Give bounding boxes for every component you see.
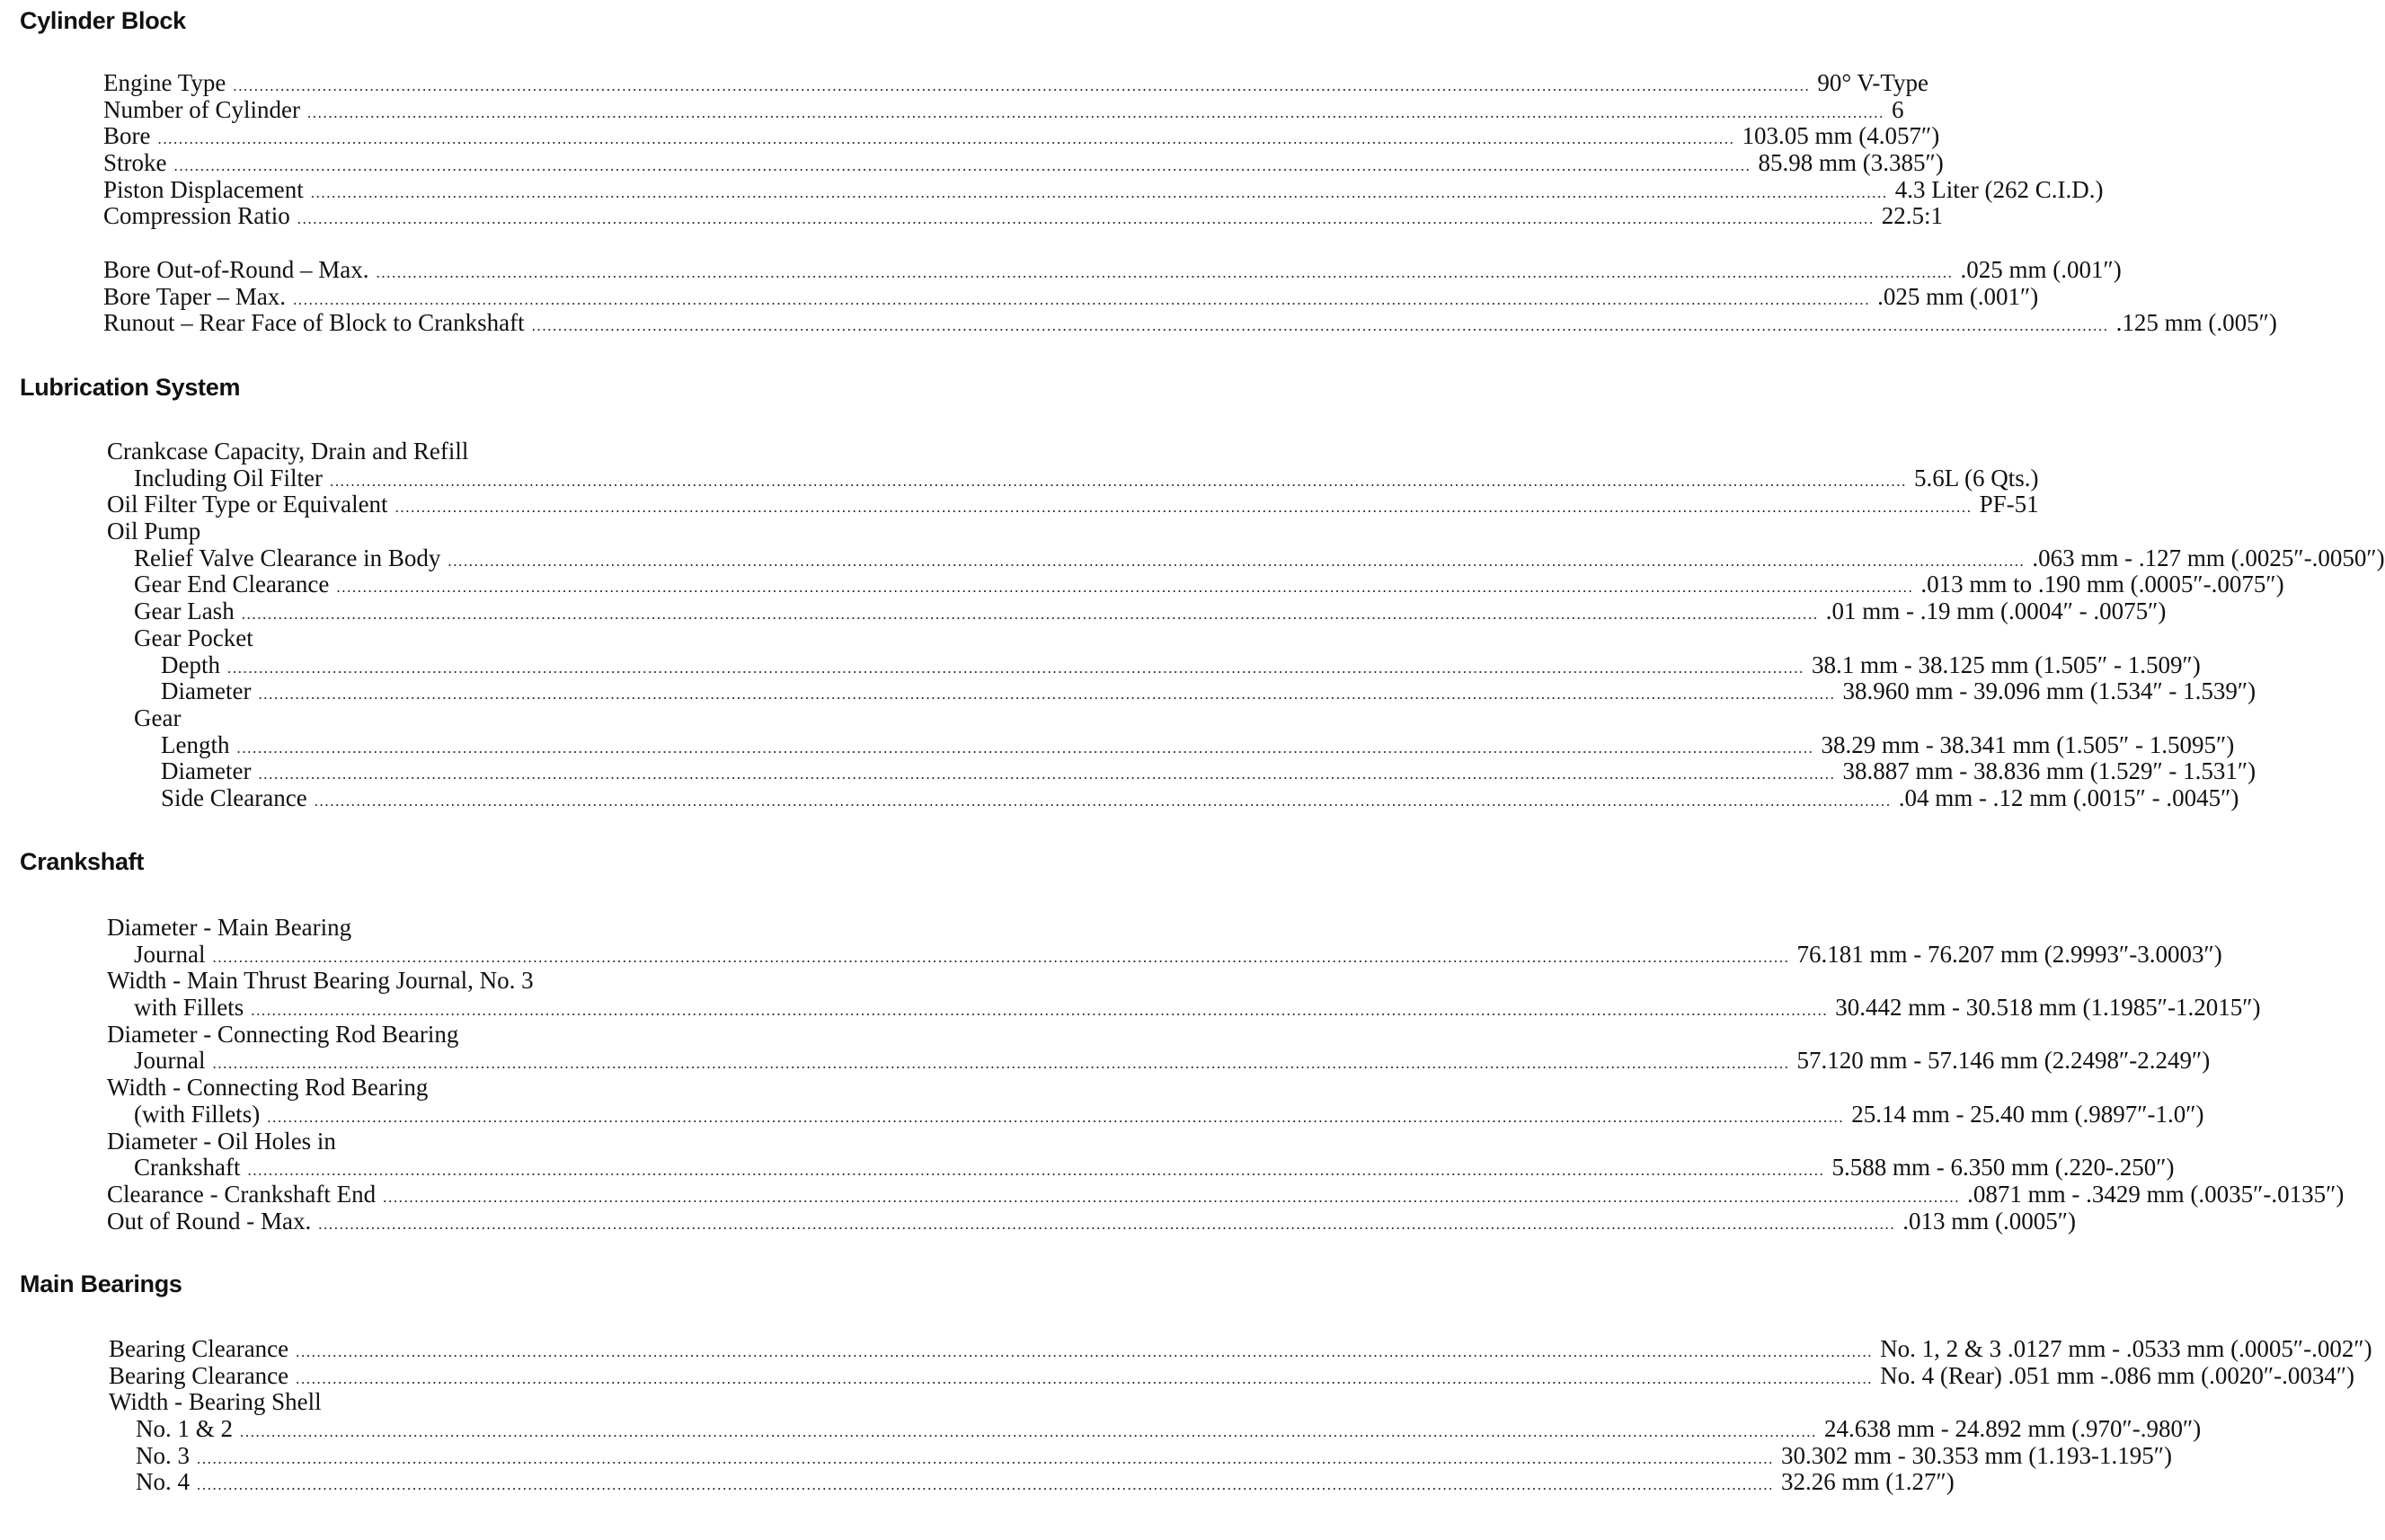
spec-label: Out of Round - Max. xyxy=(107,1207,312,1235)
spec-value: 5.588 mm - 6.350 mm (.220-.250″) xyxy=(1831,1154,2175,1182)
dot-leader: ............................................................................................................................................................................................................................................................................................................ xyxy=(236,739,1814,757)
spec-label: (with Fillets) xyxy=(134,1100,261,1128)
spec-row xyxy=(0,95,1904,124)
spec-label: Side Clearance xyxy=(161,783,307,811)
spec-row xyxy=(0,1075,1224,1102)
spec-row xyxy=(0,651,2201,679)
spec-row xyxy=(0,69,1929,97)
dot-leader: ............................................................................................................................................................................................................................................................................................................ xyxy=(226,659,1804,677)
spec-label: Engine Type xyxy=(103,69,226,96)
dot-leader: ............................................................................................................................................................................................................................................................................................................ xyxy=(212,1055,1790,1073)
spec-row xyxy=(0,149,1944,177)
spec-row xyxy=(0,783,2239,812)
spec-value: 38.29 mm - 38.341 mm (1.505″ - 1.5095″) xyxy=(1821,730,2235,758)
spec-label: Gear Pocket xyxy=(134,624,253,651)
spec-value: .125 mm (.005″) xyxy=(2115,309,2277,337)
spec-label: Journal xyxy=(134,940,206,968)
dot-leader: ............................................................................................................................................................................................................................................................................................................ xyxy=(197,1476,1774,1494)
spec-value: 32.26 mm (1.27″) xyxy=(1781,1468,1955,1496)
spec-row xyxy=(0,1100,2204,1128)
spec-value: .01 mm - .19 mm (.0004″ - .0075″) xyxy=(1825,597,2167,625)
spec-label: No. 1 & 2 xyxy=(136,1415,233,1443)
spec-row xyxy=(0,1128,1224,1155)
spec-label: Clearance - Crankshaft End xyxy=(107,1180,377,1208)
dot-leader: ............................................................................................................................................................................................................................................................................................................ xyxy=(251,1002,1829,1020)
dot-leader: ............................................................................................................................................................................................................................................................................................................ xyxy=(173,157,1751,175)
spec-label: No. 4 xyxy=(136,1468,190,1496)
spec-label: Diameter - Connecting Rod Bearing xyxy=(107,1020,459,1048)
spec-row xyxy=(0,438,1224,465)
spec-value: .013 mm (.0005″) xyxy=(1902,1207,2076,1235)
spec-label: Width - Bearing Shell xyxy=(109,1388,322,1416)
spec-value: 85.98 mm (3.385″) xyxy=(1758,149,1944,177)
spec-label: with Fillets xyxy=(134,994,244,1022)
spec-row xyxy=(0,757,2256,785)
spec-row xyxy=(0,1361,2355,1390)
spec-list-main-bearings xyxy=(0,1335,2372,1496)
spec-label: Diameter - Main Bearing xyxy=(107,914,352,941)
spec-label: Width - Main Thrust Bearing Journal, No. 3 xyxy=(107,967,534,995)
spec-list-lubrication-system xyxy=(0,438,2385,812)
dot-leader: ............................................................................................................................................................................................................................................................................................................ xyxy=(314,792,1892,810)
spec-label: Crankcase Capacity, Drain and Refill xyxy=(107,438,469,465)
dot-leader: ............................................................................................................................................................................................................................................................................................................ xyxy=(329,472,1907,490)
spec-row xyxy=(0,994,2261,1022)
spec-label: Bore Out-of-Round – Max. xyxy=(103,255,369,283)
spec-row xyxy=(0,625,1224,652)
spec-label: Diameter - Oil Holes in xyxy=(107,1127,336,1155)
spec-row xyxy=(0,1154,2175,1182)
dot-leader: ............................................................................................................................................................................................................................................................................................................ xyxy=(296,1343,1874,1360)
spec-label: Bearing Clearance xyxy=(109,1361,289,1389)
spec-label: Compression Ratio xyxy=(103,202,290,230)
spec-value: 24.638 mm - 24.892 mm (.970″-.980″) xyxy=(1824,1415,2202,1443)
spec-row xyxy=(0,1047,2211,1075)
dot-leader: ............................................................................................................................................................................................................................................................................................................ xyxy=(157,130,1735,148)
spec-label: No. 3 xyxy=(136,1441,190,1469)
spec-value: PF-51 xyxy=(1979,491,2039,518)
spec-value: .013 mm to .190 mm (.0005″-.0075″) xyxy=(1920,571,2284,598)
spec-label: Bore xyxy=(103,122,151,150)
spec-value: 38.1 mm - 38.125 mm (1.505″ - 1.509″) xyxy=(1811,651,2201,678)
dot-leader: ............................................................................................................................................................................................................................................................................................................ xyxy=(448,552,2026,570)
spec-row xyxy=(0,518,1224,545)
dot-leader: ............................................................................................................................................................................................................................................................................................................ xyxy=(336,579,1914,597)
spec-value: 38.887 mm - 38.836 mm (1.529″ - 1.531″) xyxy=(1842,757,2256,785)
spec-row xyxy=(0,571,2284,598)
spec-row xyxy=(0,915,1224,942)
dot-leader: ............................................................................................................................................................................................................................................................................................................ xyxy=(296,1369,1874,1387)
spec-value: 30.442 mm - 30.518 mm (1.1985″-1.2015″) xyxy=(1835,994,2261,1022)
dot-leader: ............................................................................................................................................................................................................................................................................................................ xyxy=(197,1449,1774,1467)
section-heading-lubrication-system: Lubrication System xyxy=(20,374,241,401)
spec-list-crankshaft xyxy=(0,914,2345,1235)
spec-label: Crankshaft xyxy=(134,1154,241,1182)
spec-label: Including Oil Filter xyxy=(134,464,323,491)
spec-label: Oil Pump xyxy=(107,518,201,545)
spec-value: 22.5:1 xyxy=(1881,202,1944,230)
spec-value: .025 mm (.001″) xyxy=(1877,282,2039,310)
spec-label: Gear xyxy=(134,704,182,731)
spec-label: Journal xyxy=(134,1047,206,1075)
spec-value: 5.6L (6 Qts.) xyxy=(1913,464,2039,491)
spec-label: Width - Connecting Rod Bearing xyxy=(107,1074,429,1102)
spec-label: Relief Valve Clearance in Body xyxy=(134,544,441,571)
spec-value: 4.3 Liter (262 C.I.D.) xyxy=(1894,175,2104,203)
dot-leader: ............................................................................................................................................................................................................................................................................................................ xyxy=(267,1108,1845,1126)
spec-row xyxy=(0,309,2277,337)
dot-leader: ............................................................................................................................................................................................................................................................................................................ xyxy=(395,499,1973,517)
spec-row xyxy=(0,255,2122,284)
spec-value: 76.181 mm - 76.207 mm (2.9993″-3.0003″) xyxy=(1796,940,2222,968)
spec-row xyxy=(0,1415,2202,1443)
spec-list-cylinder-block xyxy=(0,69,2277,337)
dot-leader: ............................................................................................................................................................................................................................................................................................................ xyxy=(247,1162,1825,1180)
spec-label: Runout – Rear Face of Block to Crankshaft xyxy=(103,309,525,337)
dot-leader: ............................................................................................................................................................................................................................................................................................................ xyxy=(318,1215,1896,1233)
spec-row xyxy=(0,1335,2372,1363)
dot-leader: ............................................................................................................................................................................................................................................................................................................ xyxy=(297,210,1875,228)
spec-value: 57.120 mm - 57.146 mm (2.2498″-2.249″) xyxy=(1796,1047,2211,1075)
dot-leader: ............................................................................................................................................................................................................................................................................................................ xyxy=(293,290,1871,308)
spec-value: 25.14 mm - 25.40 mm (.9897″-1.0″) xyxy=(1851,1100,2204,1128)
spec-value: 103.05 mm (4.057″) xyxy=(1742,122,1940,150)
spec-value: No. 1, 2 & 3 .0127 mm - .0533 mm (.0005″-.002″) xyxy=(1880,1335,2372,1362)
spec-row xyxy=(0,202,1944,230)
spec-value: 30.302 mm - 30.353 mm (1.193-1.195″) xyxy=(1781,1441,2172,1469)
dot-leader: ............................................................................................................................................................................................................................................................................................................ xyxy=(531,317,2109,335)
spec-row xyxy=(0,730,2235,759)
spec-row xyxy=(0,1180,2345,1208)
spec-label: Bore Taper – Max. xyxy=(103,282,287,310)
spec-row xyxy=(0,544,2385,572)
spec-row xyxy=(0,1022,1224,1049)
spec-value: No. 4 (Rear) .051 mm -.086 mm (.0020″-.0034″) xyxy=(1880,1361,2355,1389)
section-heading-crankshaft: Crankshaft xyxy=(20,848,145,875)
spec-label: Stroke xyxy=(103,149,167,177)
spacer xyxy=(0,230,1224,257)
dot-leader: ............................................................................................................................................................................................................................................................................................................ xyxy=(233,77,1811,94)
dot-leader: ............................................................................................................................................................................................................................................................................................................ xyxy=(310,183,1888,201)
spec-row xyxy=(0,1468,1955,1496)
spec-label: Diameter xyxy=(161,757,252,785)
spec-row xyxy=(0,940,2222,969)
spec-row xyxy=(0,464,2039,492)
spec-value: .063 mm - .127 mm (.0025″-.0050″) xyxy=(2032,544,2385,571)
spec-row xyxy=(0,1441,2172,1470)
section-heading-cylinder-block: Cylinder Block xyxy=(20,7,186,34)
spec-value: 90° V-Type xyxy=(1817,69,1929,96)
spec-value: 38.960 mm - 39.096 mm (1.534″ - 1.539″) xyxy=(1842,677,2256,705)
spec-label: Depth xyxy=(161,651,220,678)
spec-row xyxy=(0,491,2039,518)
spec-row xyxy=(0,677,2256,705)
spec-label: Gear End Clearance xyxy=(134,571,330,598)
spec-row xyxy=(0,175,2104,204)
spec-label: Diameter xyxy=(161,677,252,705)
dot-leader: ............................................................................................................................................................................................................................................................................................................ xyxy=(240,1423,1817,1441)
dot-leader: ............................................................................................................................................................................................................................................................................................................ xyxy=(241,606,1819,624)
spec-label: Number of Cylinder xyxy=(103,95,300,123)
spec-row xyxy=(0,968,1224,995)
spec-value: 6 xyxy=(1891,95,1904,123)
spec-label: Gear Lash xyxy=(134,597,235,625)
dot-leader: ............................................................................................................................................................................................................................................................................................................ xyxy=(383,1188,1961,1206)
dot-leader: ............................................................................................................................................................................................................................................................................................................ xyxy=(258,766,1836,783)
dot-leader: ............................................................................................................................................................................................................................................................................................................ xyxy=(258,686,1836,704)
spec-row xyxy=(0,122,1940,150)
spec-label: Bearing Clearance xyxy=(109,1335,289,1362)
spec-row xyxy=(0,705,1224,732)
spec-row xyxy=(0,597,2167,625)
spec-label: Piston Displacement xyxy=(103,175,304,203)
spec-value: .025 mm (.001″) xyxy=(1960,255,2122,283)
spec-label: Length xyxy=(161,730,230,758)
spec-value: .04 mm - .12 mm (.0015″ - .0045″) xyxy=(1898,783,2239,811)
dot-leader: ............................................................................................................................................................................................................................................................................................................ xyxy=(376,263,1954,281)
section-heading-main-bearings: Main Bearings xyxy=(20,1270,182,1297)
spec-row xyxy=(0,1389,1224,1416)
spec-label: Oil Filter Type or Equivalent xyxy=(107,491,388,518)
spec-row xyxy=(0,282,2039,311)
spec-row xyxy=(0,1207,2076,1235)
spec-value: .0871 mm - .3429 mm (.0035″-.0135″) xyxy=(1967,1180,2345,1208)
dot-leader: ............................................................................................................................................................................................................................................................................................................ xyxy=(212,948,1790,966)
dot-leader: ............................................................................................................................................................................................................................................................................................................ xyxy=(306,103,1884,121)
